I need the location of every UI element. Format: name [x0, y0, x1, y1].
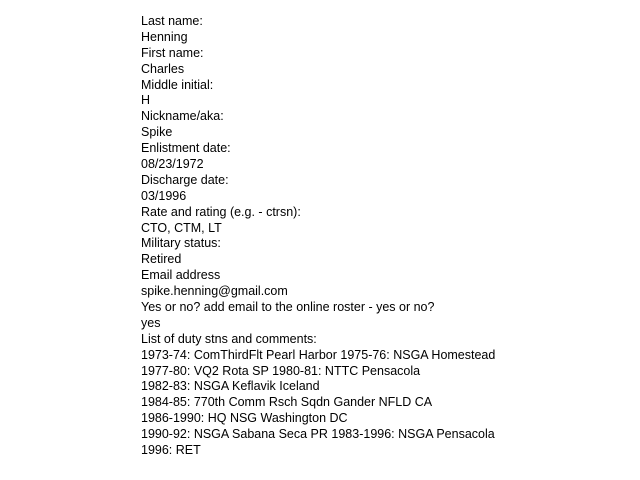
- first-name-value: Charles: [141, 61, 185, 76]
- discharge-date-value: 03/1996: [141, 188, 187, 203]
- nickname-value: Spike: [141, 125, 173, 140]
- duty-station-entry: 1973-74: ComThirdFlt Pearl Harbor 1975-76: NSGA Homestead: [141, 347, 496, 362]
- duty-station-entry: 1996: RET: [141, 443, 201, 458]
- middle-initial-label: Middle initial:: [141, 77, 214, 92]
- duty-station-entry: 1984-85: 770th Comm Rsch Sqdn Gander NFLD CA: [141, 395, 433, 410]
- email-value: spike.henning@gmail.com: [141, 284, 288, 299]
- duty-station-entry: 1982-83: NSGA Keflavik Iceland: [141, 379, 320, 394]
- duty-station-entry: 1986-1990: HQ NSG Washington DC: [141, 411, 348, 426]
- roster-question-value: yes: [141, 315, 161, 330]
- duty-stations-label: List of duty stns and comments:: [141, 331, 317, 346]
- discharge-date-label: Discharge date:: [141, 172, 229, 187]
- nickname-label: Nickname/aka:: [141, 109, 224, 124]
- military-status-value: Retired: [141, 252, 182, 267]
- military-status-label: Military status:: [141, 236, 221, 251]
- enlistment-date-label: Enlistment date:: [141, 141, 231, 156]
- duty-station-entry: 1990-92: NSGA Sabana Seca PR 1983-1996: NSGA Pensacola: [141, 427, 495, 442]
- first-name-label: First name:: [141, 45, 204, 60]
- email-label: Email address: [141, 268, 221, 283]
- enlistment-date-value: 08/23/1972: [141, 157, 204, 172]
- middle-initial-value: H: [141, 93, 151, 108]
- member-record: [141, 14, 621, 459]
- rate-rating-value: CTO, CTM, LT: [141, 220, 222, 235]
- duty-station-entry: 1977-80: VQ2 Rota SP 1980-81: NTTC Pensacola: [141, 363, 421, 378]
- rate-rating-label: Rate and rating (e.g. - ctrsn):: [141, 204, 301, 219]
- last-name-value: Henning: [141, 29, 188, 44]
- roster-question-label: Yes or no? add email to the online roster - yes or no?: [141, 300, 435, 315]
- last-name-label: Last name:: [141, 14, 203, 28]
